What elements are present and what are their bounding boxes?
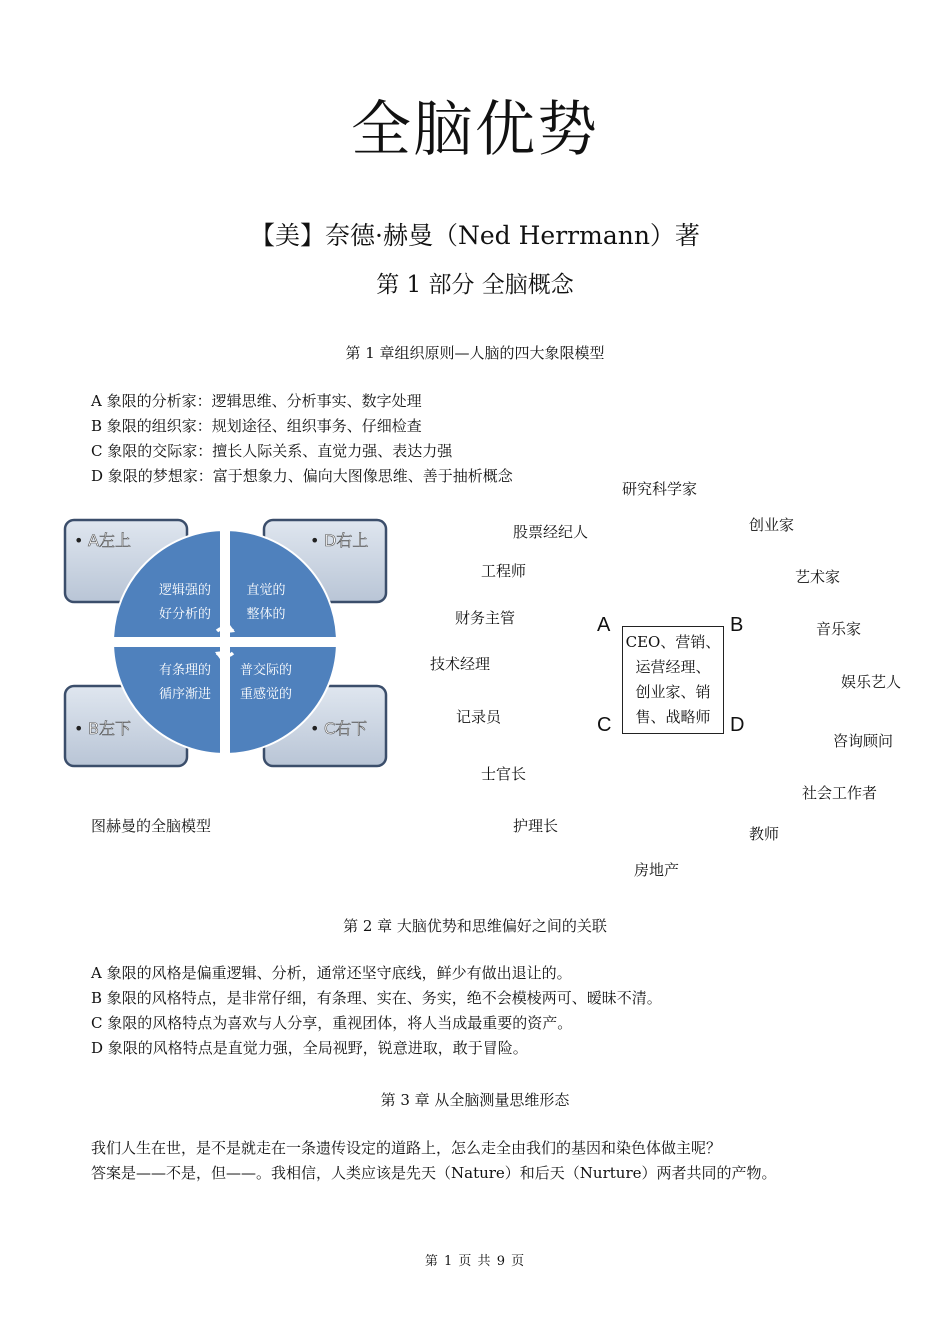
quadrant-b-line: 有条理的: [158, 663, 212, 678]
center-roles-line: CEO、营销、: [625, 633, 721, 651]
occupation-label: 士官长: [481, 765, 527, 783]
quadrant-a-line: 好分析的: [158, 607, 212, 622]
corner-label-d: D右上: [324, 531, 369, 550]
occupation-label: 咨询顾问: [833, 732, 894, 750]
text-line: 我们人生在世，是不是就走在一条遗传设定的道路上，怎么走全由我们的基因和染色体做主呢？: [91, 1139, 722, 1157]
svg-text:•: •: [310, 531, 320, 550]
chapter2-paragraph: [91, 961, 662, 1061]
occupation-label: 财务主管: [455, 609, 516, 627]
occupation-label: 社会工作者: [802, 784, 878, 802]
quadrant-letter-a: A: [597, 614, 611, 636]
center-roles-line: 创业家、销: [635, 683, 711, 701]
author-line: 【美】奈德·赫曼（Ned Herrmann）著: [250, 221, 700, 250]
occupation-label: 记录员: [456, 708, 502, 726]
quadrant-c-line: 重感觉的: [239, 687, 293, 702]
text-line: B 象限的组织家：规划途径、组织事务、仔细检查: [91, 417, 422, 435]
quadrant-d-line: 直觉的: [246, 583, 286, 598]
quadrant-letter-c: C: [597, 714, 612, 736]
chapter2-heading: 第 2 章 大脑优势和思维偏好之间的关联: [343, 917, 607, 935]
occupation-label: 工程师: [481, 562, 527, 580]
occupation-label: 护理长: [513, 817, 559, 835]
occupation-label: 艺术家: [795, 568, 841, 586]
quadrant-b-line: 循序渐进: [158, 687, 212, 702]
quadrant-letter-b: B: [730, 614, 744, 636]
chapter1-heading: 第 1 章组织原则—人脑的四大象限模型: [345, 344, 605, 362]
svg-text:•: •: [310, 719, 320, 738]
corner-label-c: C右下: [324, 719, 368, 738]
corner-label-b: B左下: [88, 719, 131, 738]
occupation-label: 音乐家: [816, 620, 862, 638]
chapter1-paragraph: [91, 389, 513, 489]
center-roles-line: 运营经理、: [635, 658, 711, 676]
text-line: B 象限的风格特点，是非常仔细，有条理、实在、务实，绝不会模棱两可、暧昧不清。: [91, 989, 662, 1007]
occupation-label: 研究科学家: [622, 480, 698, 498]
text-line: D 象限的梦想家：富于想象力、偏向大图像思维、善于抽析概念: [91, 467, 513, 485]
diagram-caption: 图赫曼的全脑模型: [91, 817, 212, 835]
text-line: C 象限的风格特点为喜欢与人分享，重视团体，将人当成最重要的资产。: [91, 1014, 573, 1032]
quadrant-c-line: 普交际的: [239, 663, 293, 678]
chapter3-heading: 第 3 章 从全脑测量思维形态: [380, 1091, 570, 1109]
whole-brain-model-diagram: [60, 514, 392, 772]
occupation-label: 创业家: [749, 516, 795, 534]
occupation-label: 教师: [749, 825, 780, 843]
text-line: A 象限的分析家：逻辑思维、分析事实、数字处理: [91, 392, 422, 410]
quadrant-d-line: 整体的: [246, 607, 286, 622]
corner-label-a: A左上: [88, 531, 131, 550]
text-line: 答案是——不是，但——。我相信，人类应该是先天（Nature）和后天（Nurture）两者共同的产物。: [91, 1164, 777, 1182]
text-line: C 象限的交际家：擅长人际关系、直觉力强、表达力强: [91, 442, 453, 460]
chapter3-paragraph: [91, 1136, 777, 1186]
svg-text:•: •: [74, 719, 84, 738]
quadrant-a-line: 逻辑强的: [158, 583, 212, 598]
quadrant-letter-d: D: [730, 714, 745, 736]
center-roles-line: 售、战略师: [635, 708, 711, 726]
occupation-label: 娱乐艺人: [841, 673, 902, 691]
occupation-label: 房地产: [634, 861, 680, 879]
occupation-label: 技术经理: [430, 655, 491, 673]
svg-text:•: •: [74, 531, 84, 550]
part-heading: 第 1 部分 全脑概念: [376, 272, 574, 298]
page-footer: 第 1 页 共 9 页: [424, 1254, 526, 1269]
text-line: A 象限的风格是偏重逻辑、分析，通常还坚守底线，鲜少有做出退让的。: [91, 964, 572, 982]
occupation-label: 股票经纪人: [513, 523, 589, 541]
text-line: D 象限的风格特点是直觉力强，全局视野，锐意进取，敢于冒险。: [91, 1039, 528, 1057]
document-title: 全脑优势: [351, 95, 599, 165]
cycle-arrows-icon: [215, 625, 235, 659]
center-roles-box: [622, 626, 724, 734]
